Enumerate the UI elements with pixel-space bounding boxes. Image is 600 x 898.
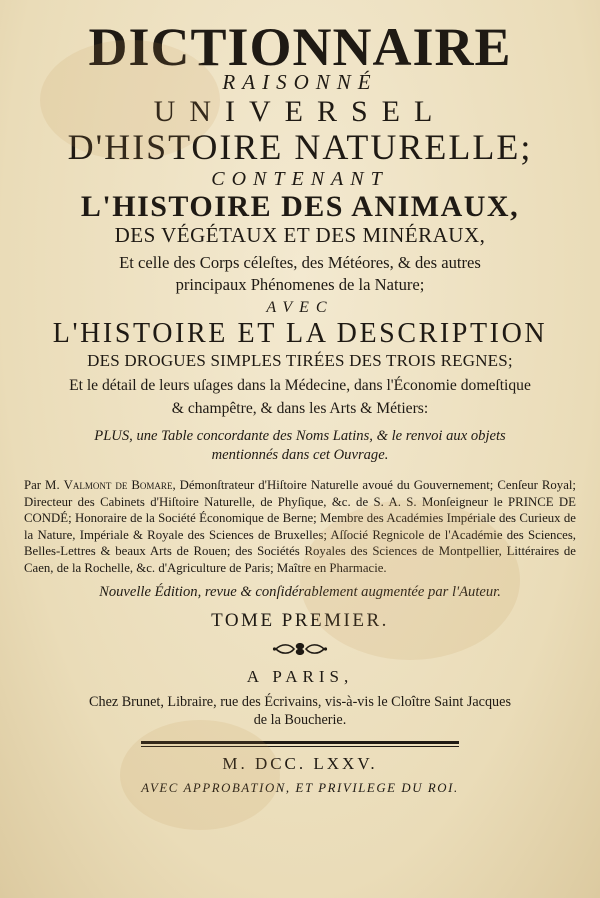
imprint-city: A PARIS, bbox=[246, 667, 354, 687]
author-titles: , Démonſtrateur d'Hiſtoire Naturelle avoué du Gouvernement; Cenſeur Royal; Directeur des Cabinets d'Hiſtoire Naturelle, de Phyſique, &c. de S. A. S. Monſeigneur le PRINCE DE CONDÉ; Honoraire de la Société Économique de Berne; Membre des Académies Impériale des Curieux de la Nature, Impériale & Royale des Sciences de Bruxelles; Aſſocié Regnicole de l'Académie des Sciences, Belles-Lettres & beaux Arts de Rouen; des Sociétés Royales des Sciences de Montpellier, Littéraires de Caen, de la Rochelle, &c. d'Agriculture de Paris; Maître en Pharmacie. bbox=[24, 478, 576, 575]
title-vegetaux: DES VÉGÉTAUX ET DES MINÉRAUX, bbox=[114, 223, 486, 247]
subtitle-line-1: Et celle des Corps céleſtes, des Météores, & des autres bbox=[119, 253, 481, 272]
publisher-line-2: de la Boucherie. bbox=[253, 712, 347, 729]
publisher-line-1: Chez Brunet, Libraire, rue des Écrivains, vis-à-vis le Cloître Saint Jacques bbox=[89, 694, 511, 711]
paper-stain bbox=[120, 720, 280, 830]
author-par: Par M. bbox=[24, 478, 60, 492]
publication-date: M. DCC. LXXV. bbox=[222, 754, 378, 774]
title-contenant: CONTENANT bbox=[211, 168, 389, 190]
royal-privilege: AVEC APPROBATION, ET PRIVILEGE DU ROI. bbox=[141, 781, 459, 796]
title-raisonne: RAISONNÉ bbox=[222, 70, 378, 94]
plus-line-1: PLUS, une Table concordante des Noms Latins, & le renvoi aux objets bbox=[94, 428, 506, 444]
author-paragraph bbox=[22, 477, 578, 577]
main-title: DICTIONNAIRE bbox=[88, 17, 512, 77]
plus-line-2: mentionnés dans cet Ouvrage. bbox=[211, 447, 389, 463]
detail-line-2: & champêtre, & dans les Arts & Métiers: bbox=[171, 400, 429, 417]
title-avec: AVEC bbox=[266, 299, 334, 316]
title-description: L'HISTOIRE ET LA DESCRIPTION bbox=[52, 318, 548, 349]
title-animaux: L'HISTOIRE DES ANIMAUX, bbox=[80, 190, 520, 223]
detail-line-1: Et le détail de leurs uſages dans la Médecine, dans l'Économie domeſtique bbox=[69, 377, 531, 394]
title-universel: UNIVERSEL bbox=[153, 95, 447, 128]
author-name: Valmont de Bomare bbox=[63, 478, 173, 492]
edition-note: Nouvelle Édition, revue & conſidérablement augmentée par l'Auteur. bbox=[99, 583, 501, 600]
double-rule-divider bbox=[141, 741, 459, 747]
fleuron-ornament-icon bbox=[22, 640, 578, 658]
title-drogues: DES DROGUES SIMPLES TIRÉES DES TROIS REGNES; bbox=[87, 351, 513, 370]
title-histoire-naturelle: D'HISTOIRE NATURELLE; bbox=[67, 127, 533, 167]
tome-label: TOME PREMIER. bbox=[211, 610, 389, 632]
subtitle-line-2: principaux Phénomenes de la Nature; bbox=[175, 275, 425, 294]
